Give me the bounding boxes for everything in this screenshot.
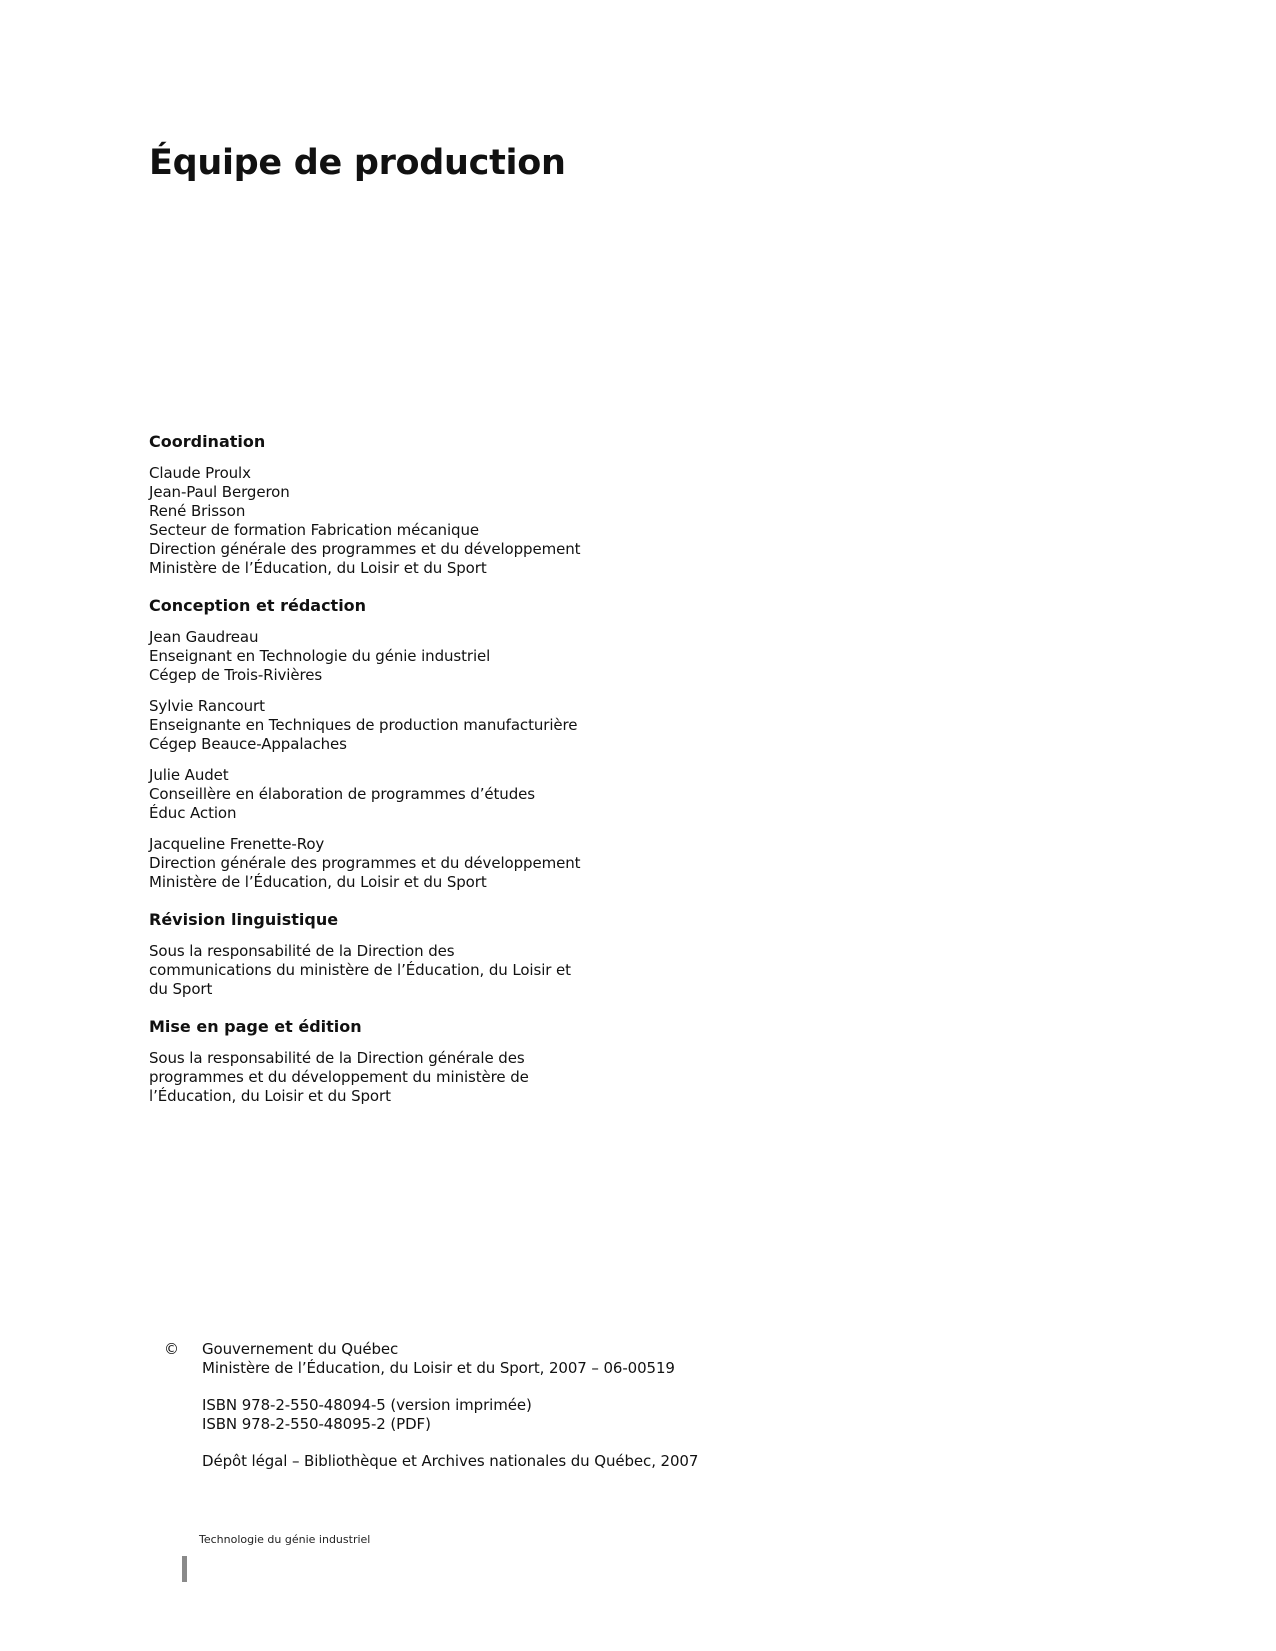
credit-line: Cégep Beauce-Appalaches xyxy=(149,735,347,753)
section-revision-linguistique xyxy=(149,910,749,999)
copyright-block xyxy=(202,1452,698,1471)
copyright-block xyxy=(202,1396,698,1434)
credit-entry xyxy=(149,942,749,999)
credit-line: Jacqueline Frenette-Roy xyxy=(149,835,325,853)
copyright-line: Gouvernement du Québec xyxy=(202,1340,399,1358)
section-mise-en-page xyxy=(149,1017,749,1106)
credit-line: Secteur de formation Fabrication mécanique xyxy=(149,521,479,539)
credits-list xyxy=(149,432,749,1124)
credit-entry xyxy=(149,697,749,754)
credit-line: Cégep de Trois-Rivières xyxy=(149,666,323,684)
credit-line: Direction générale des programmes et du développement xyxy=(149,540,581,558)
credit-line: Enseignant en Technologie du génie industriel xyxy=(149,647,491,665)
credit-entry xyxy=(149,766,749,823)
copyright-block xyxy=(202,1340,698,1378)
section-heading: Révision linguistique xyxy=(149,910,339,929)
section-heading: Coordination xyxy=(149,432,266,451)
copyright-body xyxy=(202,1340,698,1489)
credit-line: programmes et du développement du ministère de xyxy=(149,1068,529,1086)
credit-line: Ministère de l’Éducation, du Loisir et du Sport xyxy=(149,559,487,577)
credit-entry xyxy=(149,835,749,892)
credit-line: Enseignante en Techniques de production manufacturière xyxy=(149,716,578,734)
credit-line: Ministère de l’Éducation, du Loisir et du Sport xyxy=(149,873,487,891)
credit-line: Jean Gaudreau xyxy=(149,628,259,646)
credit-line: Jean-Paul Bergeron xyxy=(149,483,290,501)
credit-entry xyxy=(149,1049,749,1106)
page-title: Équipe de production xyxy=(149,143,566,183)
credit-line: Sylvie Rancourt xyxy=(149,697,265,715)
credit-entry xyxy=(149,628,749,685)
credit-line: Éduc Action xyxy=(149,804,237,822)
section-coordination xyxy=(149,432,749,578)
credit-line: René Brisson xyxy=(149,502,246,520)
credit-entry xyxy=(149,464,749,578)
section-heading: Conception et rédaction xyxy=(149,596,367,615)
credit-line: l’Éducation, du Loisir et du Sport xyxy=(149,1087,391,1105)
credit-line: Sous la responsabilité de la Direction générale des xyxy=(149,1049,525,1067)
credit-line: Claude Proulx xyxy=(149,464,251,482)
section-heading: Mise en page et édition xyxy=(149,1017,362,1036)
credit-line: Direction générale des programmes et du développement xyxy=(149,854,581,872)
credit-line: Conseillère en élaboration de programmes d’études xyxy=(149,785,535,803)
isbn-line: ISBN 978-2-550-48094-5 (version imprimée) xyxy=(202,1396,532,1414)
credit-line: Sous la responsabilité de la Direction des xyxy=(149,942,455,960)
legal-deposit-line: Dépôt légal – Bibliothèque et Archives nationales du Québec, 2007 xyxy=(202,1452,699,1470)
credit-line: du Sport xyxy=(149,980,213,998)
footer-label: Technologie du génie industriel xyxy=(199,1533,371,1546)
section-conception-redaction xyxy=(149,596,749,892)
credit-line: communications du ministère de l’Éducation, du Loisir et xyxy=(149,961,571,979)
copyright-symbol: © xyxy=(164,1340,179,1358)
isbn-line: ISBN 978-2-550-48095-2 (PDF) xyxy=(202,1415,431,1433)
copyright-line: Ministère de l’Éducation, du Loisir et du Sport, 2007 – 06-00519 xyxy=(202,1359,675,1377)
credit-line: Julie Audet xyxy=(149,766,229,784)
footer-bar xyxy=(182,1556,187,1582)
